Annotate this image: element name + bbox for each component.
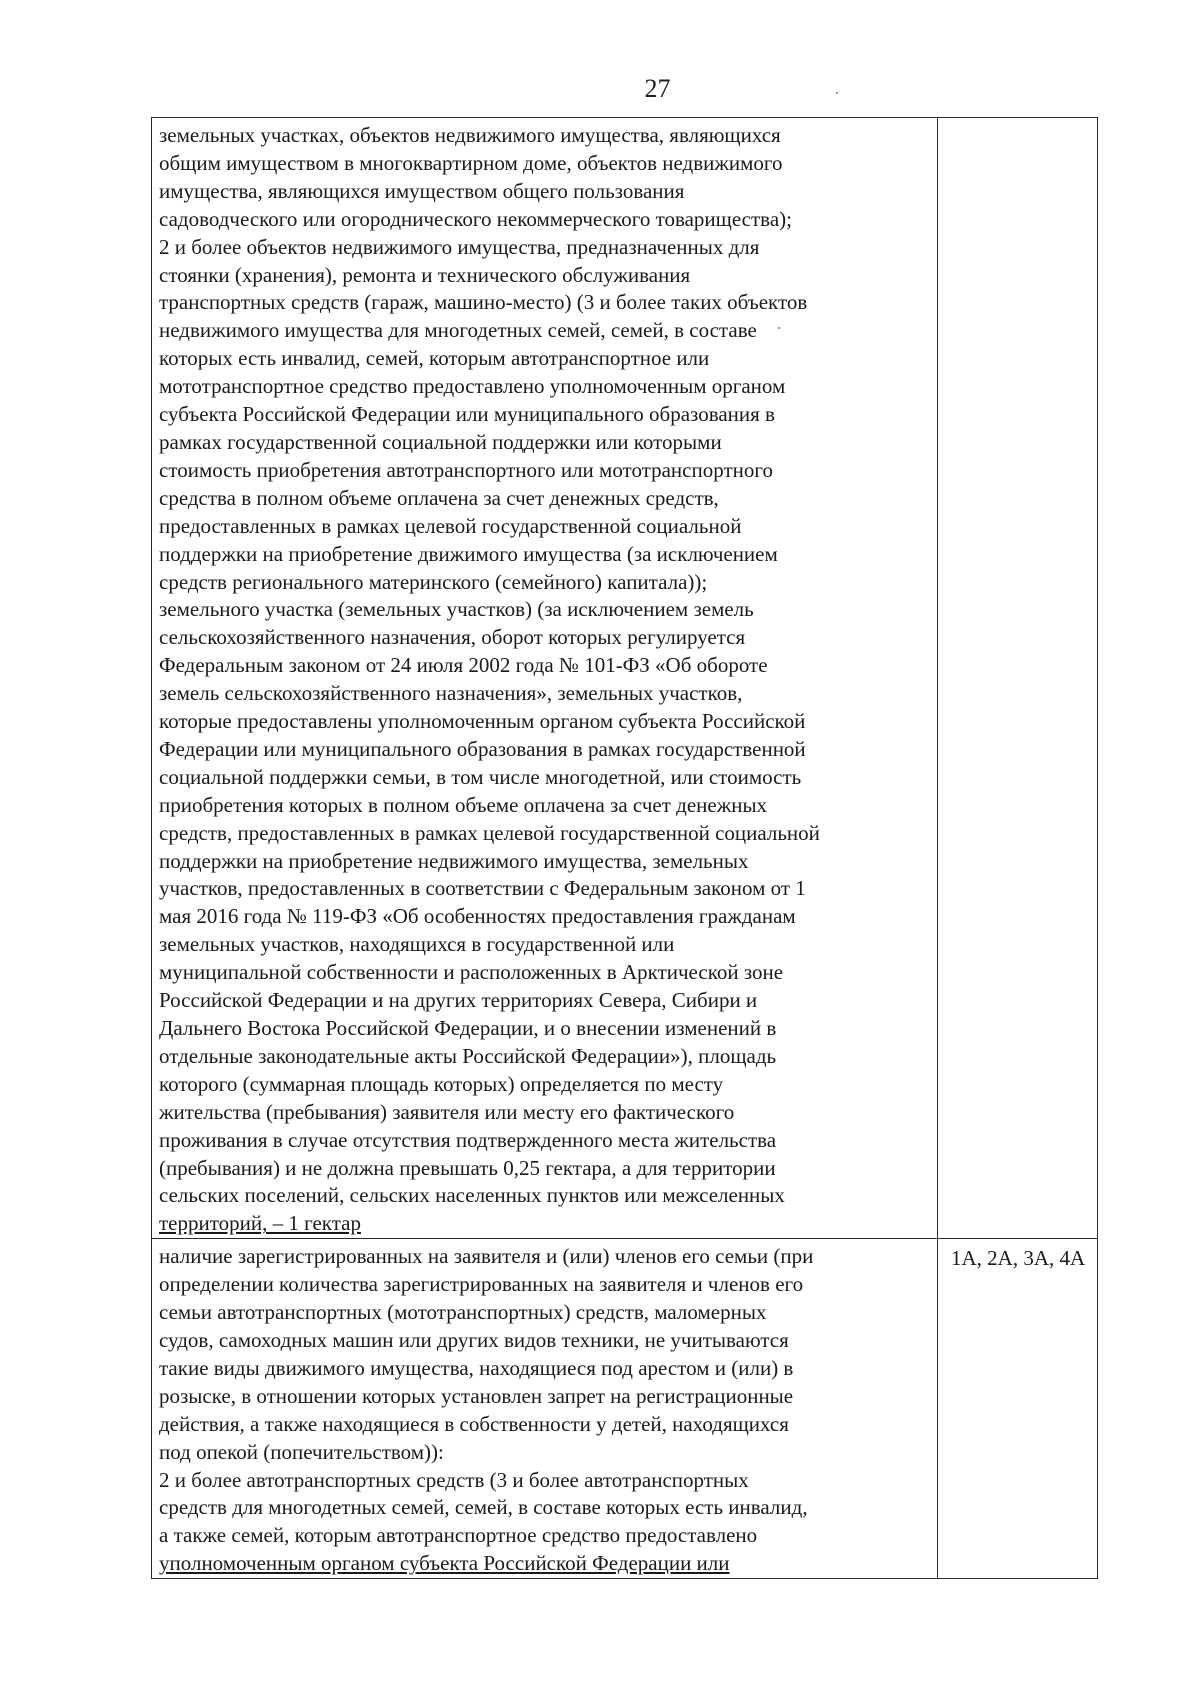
codes-cell (938, 1239, 1098, 1579)
text-line: муниципальной собственности и расположенных в Арктической зоне (159, 960, 784, 985)
text-line: которого (суммарная площадь которых) определяется по месту (159, 1071, 724, 1096)
text-line: Федеральным законом от 24 июля 2002 года № 101-ФЗ «Об обороте (159, 653, 768, 678)
text-line: розыске, в отношении которых установлен запрет на регистрационные (159, 1383, 794, 1408)
text-line: садоводческого или огороднического некоммерческого товарищества); (159, 206, 792, 231)
text-line: мототранспортное средство предоставлено уполномоченным органом (159, 374, 786, 399)
text-line: уполномоченным органом субъекта Российской Федерации или (159, 1551, 730, 1576)
table-row (152, 1239, 1098, 1579)
text-line: Российской Федерации и на других территориях Севера, Сибири и (159, 988, 758, 1013)
text-line: приобретения которых в полном объеме оплачена за счет денежных (159, 792, 768, 817)
text-line: (пребывания) и не должна превышать 0,25 гектара, а для территории (159, 1155, 776, 1180)
text-line: действия, а также находящиеся в собственности у детей, находящихся (159, 1411, 789, 1436)
criteria-text (152, 1239, 937, 1578)
criteria-text-cell (152, 118, 938, 1239)
text-line: судов, самоходных машин или других видов техники, не учитываются (159, 1327, 789, 1352)
text-line: Дальнего Востока Российской Федерации, и о внесении изменений в (159, 1016, 777, 1040)
text-line: транспортных средств (гараж, машино-место) (3 и более таких объектов (159, 290, 808, 315)
text-line: сельских поселений, сельских населенных пунктов или межселенных (159, 1183, 785, 1208)
codes-text: 1А, 2А, 3А, 4А (951, 1246, 1086, 1271)
text-line: общим имуществом в многоквартирном доме, объектов недвижимого (159, 150, 783, 175)
page-number: 27 (644, 74, 671, 103)
text-line: земель сельскохозяйственного назначения», земельных участков, (159, 681, 743, 706)
text-line: стоимость приобретения автотранспортного или мототранспортного (159, 457, 773, 482)
text-line: средства в полном объеме оплачена за счет денежных средств, (159, 485, 719, 510)
text-line: недвижимого имущества для многодетных семей, семей, в составе (159, 318, 757, 343)
text-line: средств для многодетных семей, семей, в составе которых есть инвалид, (159, 1495, 808, 1520)
text-line: участков, предоставленных в соответствии с Федеральным законом от 1 (159, 876, 806, 901)
text-line: такие виды движимого имущества, находящиеся под арестом и (или) в (159, 1355, 794, 1380)
text-line: которых есть инвалид, семей, которым автотранспортное или (159, 346, 710, 371)
codes-cell (938, 118, 1098, 1239)
text-line: которые предоставлены уполномоченным органом субъекта Российской (159, 709, 806, 734)
text-line: 2 и более автотранспортных средств (3 и более автотранспортных (159, 1467, 749, 1492)
text-line: земельного участка (земельных участков) (за исключением земель (159, 597, 754, 622)
text-line: отдельные законодательные акты Российской Федерации»), площадь (159, 1043, 777, 1068)
text-line: сельскохозяйственного назначения, оборот которых регулируется (159, 625, 746, 650)
text-line: средств, предоставленных в рамках целевой государственной социальной (159, 820, 820, 845)
criteria-table (151, 117, 1098, 1579)
table-row (152, 118, 1098, 1239)
text-line: мая 2016 года № 119-ФЗ «Об особенностях предоставления гражданам (159, 904, 796, 929)
text-line: поддержки на приобретение движимого имущества (за исключением (159, 541, 778, 566)
text-line: земельных участках, объектов недвижимого имущества, являющихся (159, 123, 781, 147)
criteria-text (152, 118, 937, 1238)
text-line: проживания в случае отсутствия подтвержденного места жительства (159, 1127, 777, 1152)
text-line: стоянки (хранения), ремонта и технического обслуживания (159, 262, 691, 287)
text-line: наличие зарегистрированных на заявителя и (или) членов его семьи (при (159, 1244, 814, 1269)
text-line: а также семей, которым автотранспортное средство предоставлено (159, 1523, 758, 1548)
text-line: определении количества зарегистрированных на заявителя и членов его (159, 1272, 804, 1297)
criteria-text-cell (152, 1239, 938, 1579)
scan-speck (778, 327, 780, 329)
text-line: территорий, – 1 гектар (159, 1211, 361, 1236)
text-line: социальной поддержки семьи, в том числе многодетной, или стоимость (159, 764, 802, 789)
text-line: 2 и более объектов недвижимого имущества, предназначенных для (159, 234, 760, 259)
text-line: жительства (пребывания) заявителя или месту его фактического (159, 1099, 735, 1124)
text-line: Федерации или муниципального образования в рамках государственной (159, 736, 806, 761)
text-line: рамках государственной социальной поддержки или которыми (159, 429, 722, 454)
text-line: поддержки на приобретение недвижимого имущества, земельных (159, 848, 749, 873)
text-line: предоставленных в рамках целевой государственной социальной (159, 513, 742, 538)
scan-speck (836, 92, 838, 94)
text-line: семьи автотранспортных (мототранспортных) средств, маломерных (159, 1300, 767, 1325)
text-line: имущества, являющихся имуществом общего пользования (159, 178, 685, 203)
text-line: субъекта Российской Федерации или муниципального образования в (159, 402, 775, 427)
text-line: средств регионального материнского (семейного) капитала)); (159, 569, 708, 594)
codes-text (938, 118, 1097, 124)
text-line: под опекой (попечительством)): (159, 1439, 444, 1464)
text-line: земельных участков, находящихся в государственной или (159, 932, 675, 957)
